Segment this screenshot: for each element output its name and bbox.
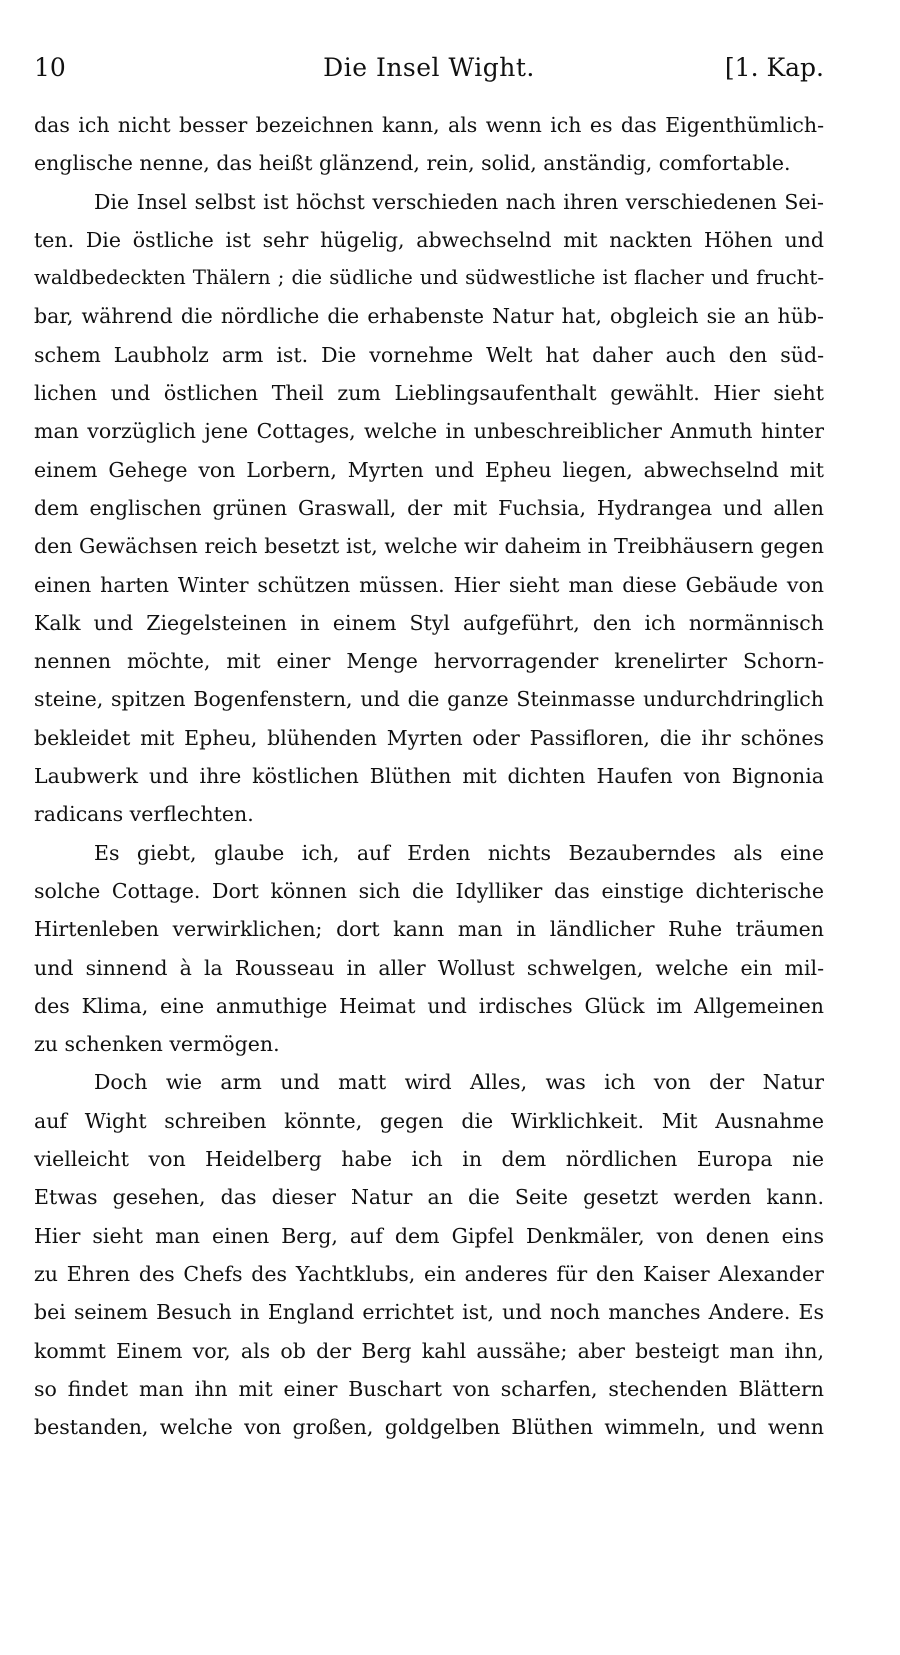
text-line: ten. Die östliche ist sehr hügelig, abwechselnd mit nackten Höhen und <box>34 227 824 252</box>
text-line: schem Laubholz arm ist. Die vornehme Welt hat daher auch den süd- <box>34 342 824 367</box>
text-line: des Klima, eine anmuthige Heimat und irdisches Glück im Allgemeinen <box>34 993 824 1018</box>
text-line: bestanden, welche von großen, goldgelben Blüthen wimmeln, und wenn <box>34 1415 824 1440</box>
text-line: Laubwerk und ihre köstlichen Blüthen mit dichten Haufen von Bignonia <box>34 764 824 789</box>
text-line: Kalk und Ziegelsteinen in einem Styl aufgeführt, den ich normännisch <box>34 610 824 635</box>
text-line: einem Gehege von Lorbern, Myrten und Epheu liegen, abwechselnd mit <box>34 457 824 482</box>
text-line: lichen und östlichen Theil zum Lieblingsaufenthalt gewählt. Hier sieht <box>34 381 824 406</box>
text-line: waldbedeckten Thälern ; die südliche und südwestliche ist flacher und frucht- <box>34 266 824 290</box>
text-line: solche Cottage. Dort können sich die Idylliker das einstige dichterische <box>34 878 824 903</box>
text-line: zu Ehren des Chefs des Yachtklubs, ein anderes für den Kaiser Alexander <box>34 1261 824 1286</box>
chapter-reference: [1. Kap. <box>724 53 824 82</box>
text-line: so findet man ihn mit einer Buschart von scharfen, stechenden Blättern <box>34 1376 824 1401</box>
text-line: kommt Einem vor, als ob der Berg kahl aussähe; aber besteigt man ihn, <box>34 1338 824 1363</box>
text-line: einen harten Winter schützen müssen. Hier sieht man diese Gebäude von <box>34 572 824 597</box>
text-line: Hirtenleben verwirklichen; dort kann man in ländlicher Ruhe träumen <box>34 917 824 942</box>
text-line: man vorzüglich jene Cottages, welche in unbeschreiblicher Anmuth hinter <box>34 419 824 444</box>
text-line: steine, spitzen Bogenfenstern, und die ganze Steinmasse undurchdringlich <box>34 687 824 712</box>
text-line: zu schenken vermögen. <box>34 1032 280 1057</box>
text-line: auf Wight schreiben könnte, gegen die Wirklichkeit. Mit Ausnahme <box>34 1108 824 1133</box>
page-body <box>34 106 824 1446</box>
text-line: Hier sieht man einen Berg, auf dem Gipfel Denkmäler, von denen eins <box>34 1223 824 1248</box>
text-line: bei seinem Besuch in England errichtet ist, und noch manches Andere. Es <box>34 1300 824 1325</box>
paragraph-first-line: Doch wie arm und matt wird Alles, was ich von der Natur <box>94 1070 824 1095</box>
text-line: den Gewächsen reich besetzt ist, welche wir daheim in Treibhäusern gegen <box>34 534 824 559</box>
paragraph-first-line: Die Insel selbst ist höchst verschieden nach ihren verschiedenen Sei- <box>94 189 824 214</box>
text-line: englische nenne, das heißt glänzend, rein, solid, anständig, comfortable. <box>34 151 791 176</box>
text-line: nennen möchte, mit einer Menge hervorragender krenelirter Schorn- <box>34 649 824 674</box>
text-line: und sinnend à la Rousseau in aller Wollust schwelgen, welche ein mil- <box>34 955 824 980</box>
text-line: bar, während die nördliche die erhabenste Natur hat, obgleich sie an hüb- <box>34 304 824 329</box>
page-number: 10 <box>34 53 66 82</box>
paragraph-first-line: Es giebt, glaube ich, auf Erden nichts Bezauberndes als eine <box>94 840 824 865</box>
text-line: bekleidet mit Epheu, blühenden Myrten oder Passifloren, die ihr schönes <box>34 725 824 750</box>
text-line: radicans verflechten. <box>34 802 254 827</box>
running-title: Die Insel Wight. <box>323 53 535 82</box>
text-line: dem englischen grünen Graswall, der mit Fuchsia, Hydrangea und allen <box>34 495 824 520</box>
text-line: vielleicht von Heidelberg habe ich in dem nördlichen Europa nie <box>34 1147 824 1172</box>
text-line: das ich nicht besser bezeichnen kann, als wenn ich es das Eigenthümlich- <box>34 113 824 137</box>
text-line: Etwas gesehen, das dieser Natur an die Seite gesetzt werden kann. <box>34 1185 824 1210</box>
running-header <box>34 48 824 88</box>
